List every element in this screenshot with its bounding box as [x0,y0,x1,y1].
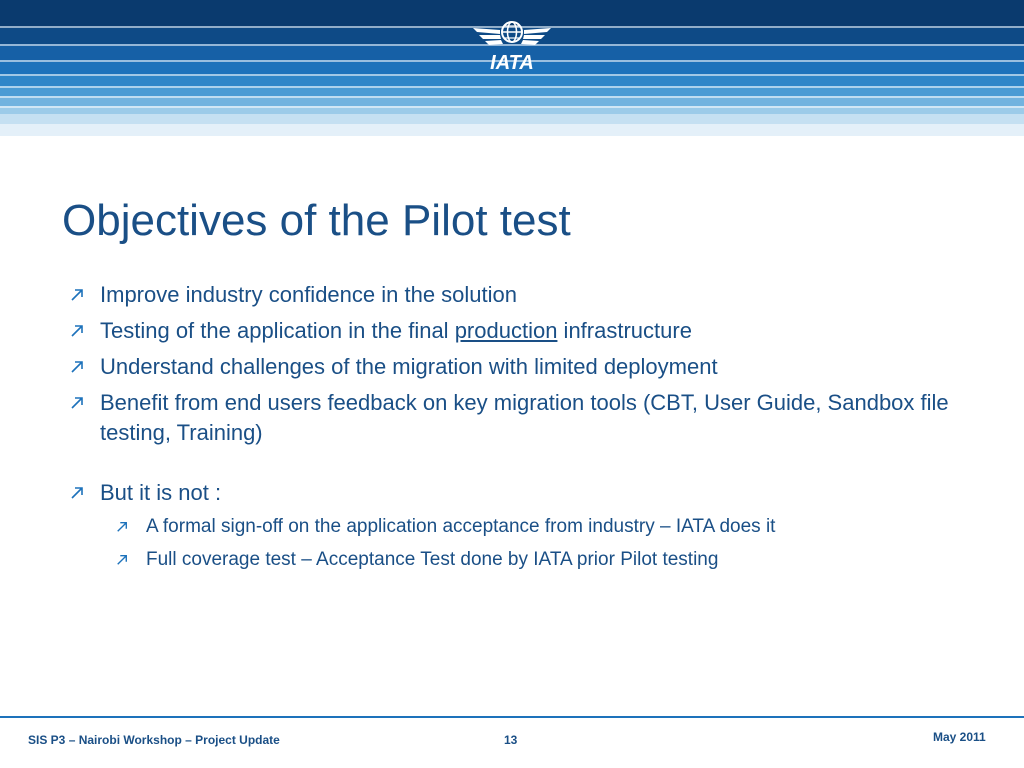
arrow-bullet-icon [70,396,84,410]
production-link[interactable]: production [454,318,558,343]
bullet-text: But it is not : [100,480,222,505]
arrow-bullet-icon [70,288,84,302]
arrow-bullet-icon [116,521,128,533]
bullet-list [64,280,964,580]
iata-logo-icon [471,18,553,74]
header-banner [0,0,1024,150]
page-number: 13 [504,733,518,747]
sub-bullet-item [110,514,964,540]
slide-title: Objectives of the Pilot test [62,196,571,245]
footer-date: May 2011 [933,730,986,744]
bullet-text: Improve industry confidence in the solution [100,282,518,307]
sub-bullet-text: Full coverage test – Acceptance Test done by IATA prior Pilot testing [146,549,719,570]
bullet-item [64,352,964,382]
logo-text: IATA [490,52,534,74]
arrow-bullet-icon [70,486,84,500]
bullet-item [64,478,964,508]
bullet-text: Understand challenges of the migration with limited deployment [100,354,718,379]
bullet-text: Benefit from end users feedback on key migration tools (CBT, User Guide, Sandbox file testing, Training) [100,390,949,445]
bullet-text: Testing of the application in the final [100,318,455,343]
arrow-bullet-icon [70,360,84,374]
footer-divider [0,716,1024,718]
bullet-item [64,280,964,310]
arrow-bullet-icon [116,554,128,566]
sub-bullet-item [110,547,964,573]
bullet-text: infrastructure [557,318,692,343]
bullet-item [64,316,964,346]
footer-title: SIS P3 – Nairobi Workshop – Project Update [28,733,280,747]
sub-bullet-text: A formal sign-off on the application acceptance from industry – IATA does it [146,516,776,537]
arrow-bullet-icon [70,324,84,338]
bullet-item [64,388,964,448]
